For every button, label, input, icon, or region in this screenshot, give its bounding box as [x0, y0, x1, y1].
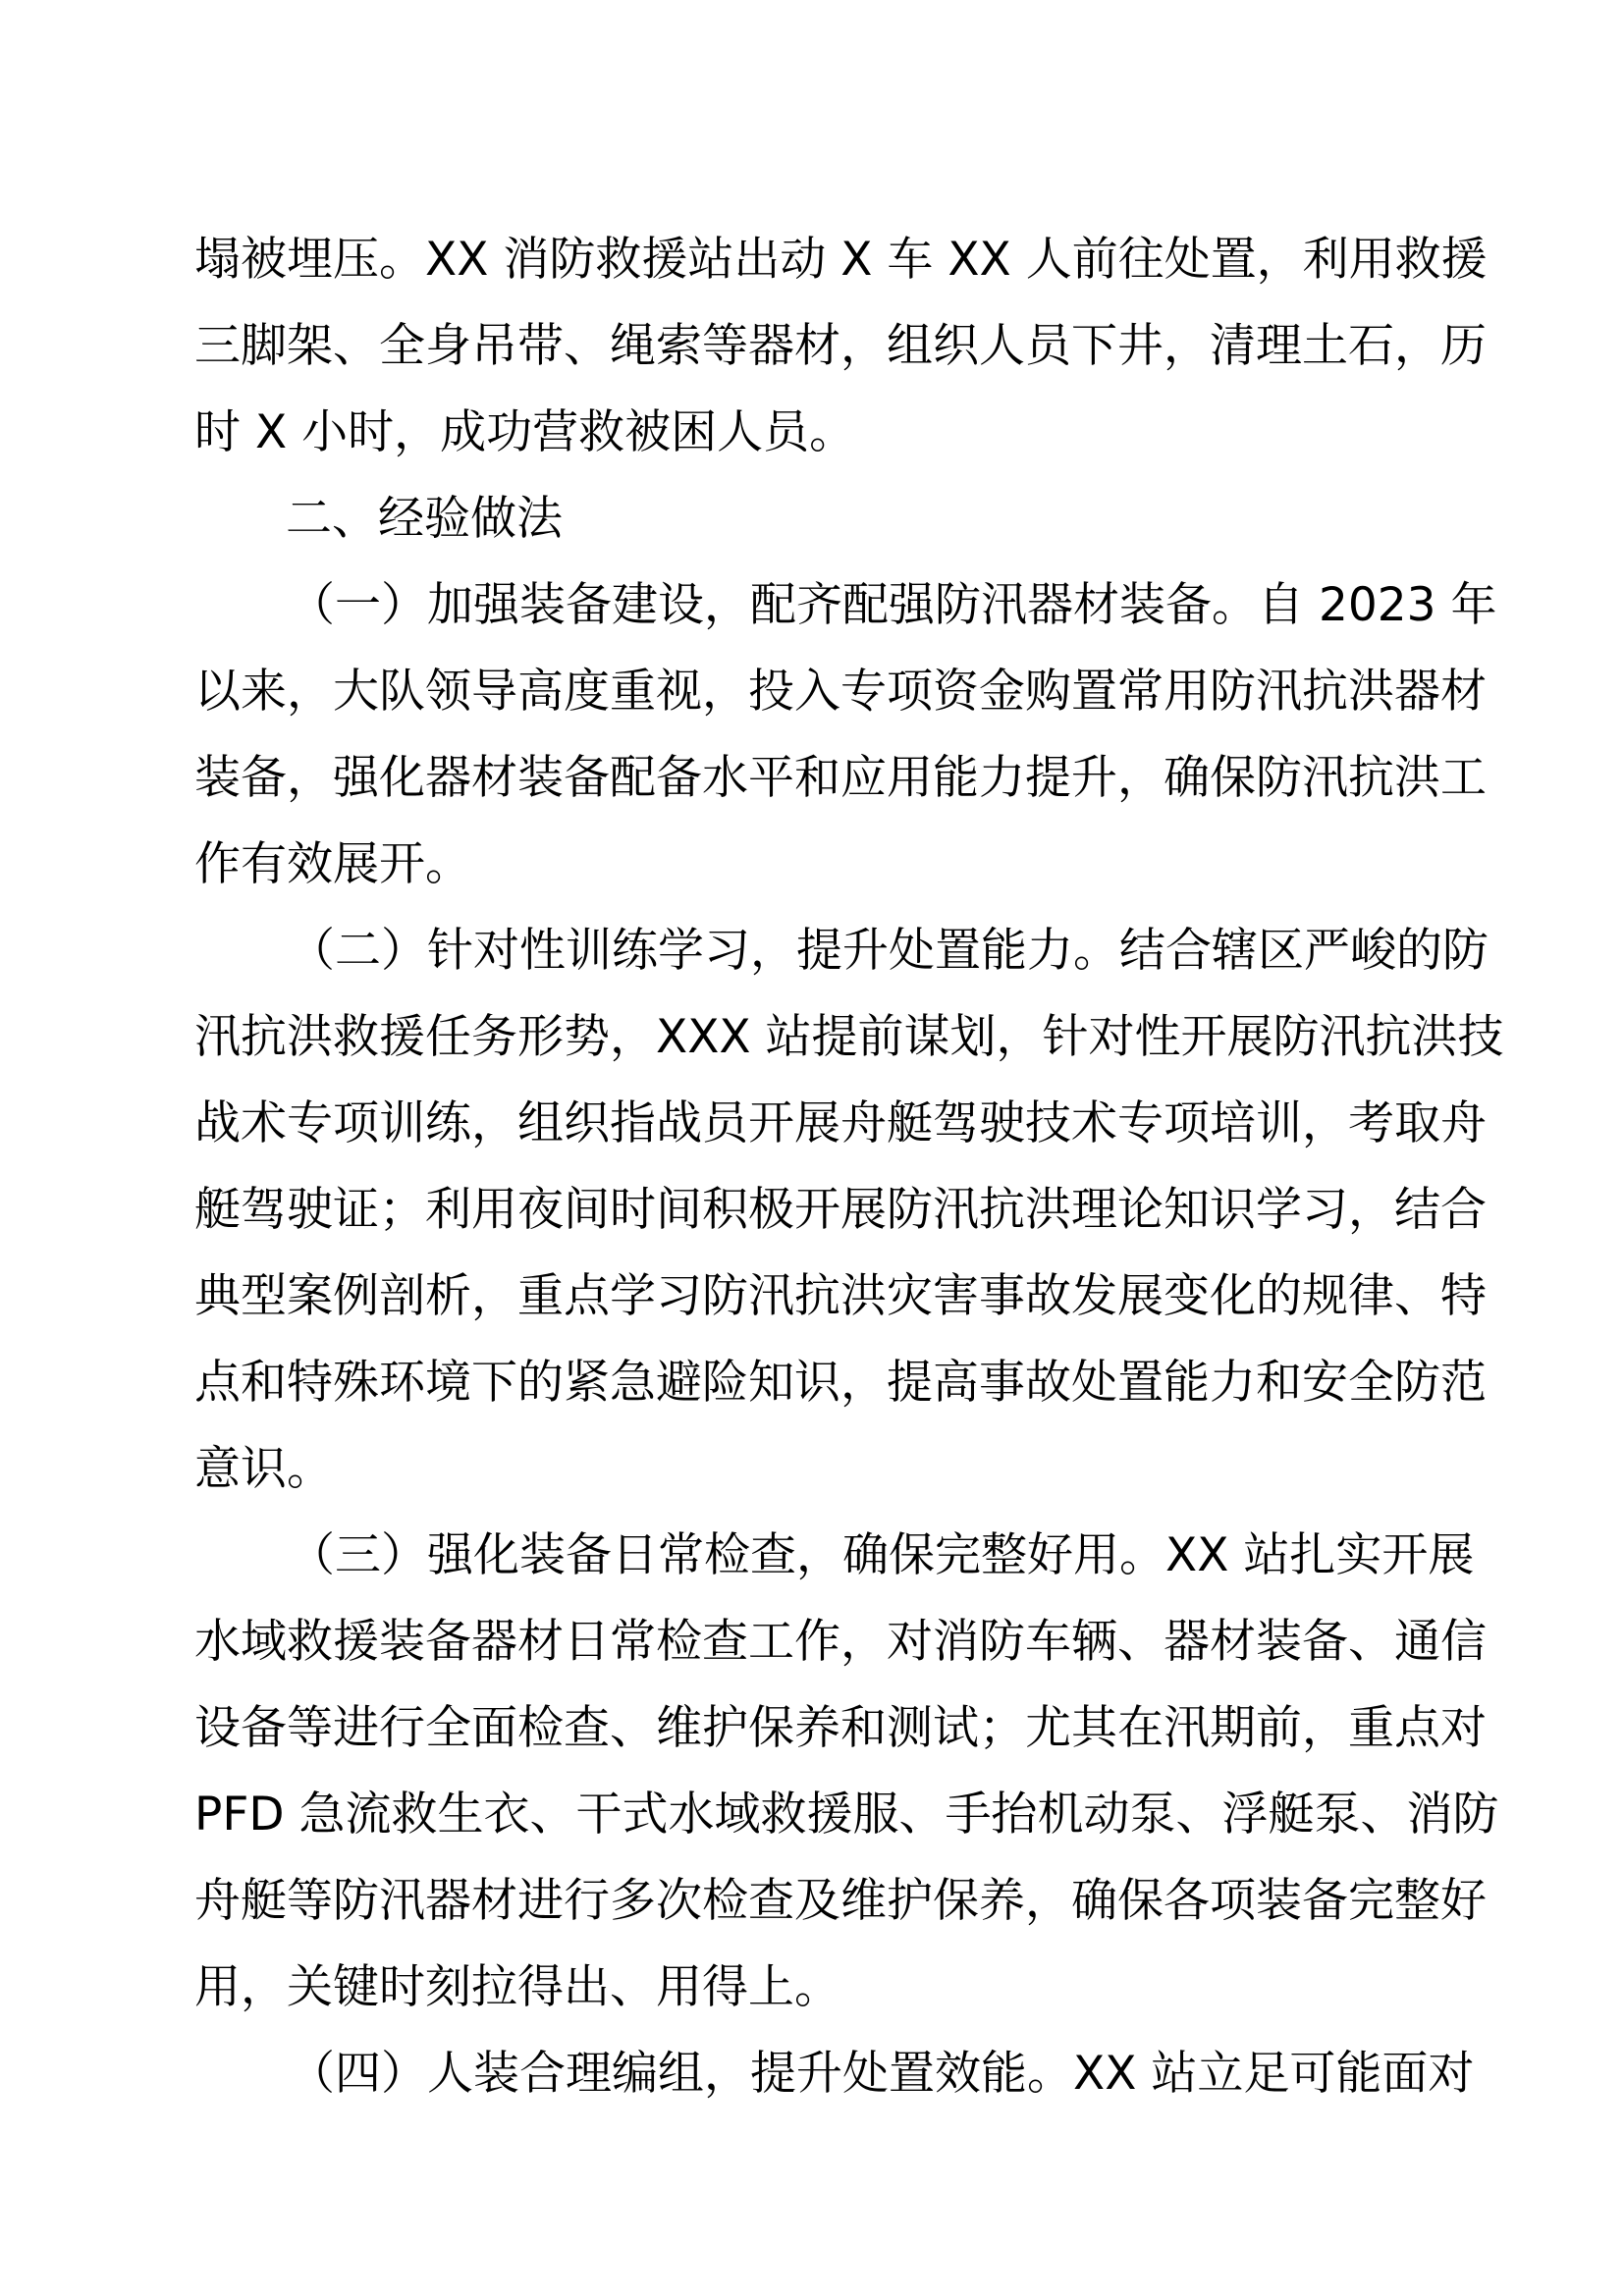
text-line: 三脚架、全身吊带、绳索等器材，组织人员下井，清理土石，历	[194, 319, 1487, 373]
text-line: 作有效展开。	[194, 837, 471, 891]
paragraph-first-line: （一）加强装备建设，配齐配强防汛器材装备。自 2023 年	[289, 578, 1497, 632]
paragraph-first-line: （二）针对性训练学习，提升处置能力。结合辖区严峻的防	[289, 924, 1489, 978]
paragraph-first-line: （四）人装合理编组，提升处置效能。XX 站立足可能面对	[289, 2047, 1475, 2101]
text-line: 水域救援装备器材日常检查工作，对消防车辆、器材装备、通信	[194, 1615, 1487, 1669]
text-line: 战术专项训练，组织指战员开展舟艇驾驶技术专项培训，考取舟	[194, 1096, 1487, 1150]
text-line: 塌被埋压。XX 消防救援站出动 X 车 XX 人前往处置，利用救援	[194, 233, 1488, 287]
section-heading: 二、经验做法	[286, 492, 563, 546]
text-line: 典型案例剖析，重点学习防汛抗洪灾害事故发展变化的规律、特	[194, 1269, 1487, 1323]
text-line: 点和特殊环境下的紧急避险知识，提高事故处置能力和安全防范	[194, 1356, 1487, 1410]
text-line: 以来，大队领导高度重视，投入专项资金购置常用防汛抗洪器材	[194, 665, 1487, 719]
text-line: 时 X 小时，成功营救被困人员。	[194, 405, 856, 459]
text-line: 装备，强化器材装备配备水平和应用能力提升，确保防汛抗洪工	[194, 751, 1487, 805]
text-line: 用，关键时刻拉得出、用得上。	[194, 1960, 840, 2014]
text-line: 艇驾驶证；利用夜间时间积极开展防汛抗洪理论知识学习，结合	[194, 1183, 1487, 1237]
text-line: PFD 急流救生衣、干式水域救援服、手抬机动泵、浮艇泵、消防	[194, 1788, 1499, 1842]
text-line: 汛抗洪救援任务形势，XXX 站提前谋划，针对性开展防汛抗洪技	[194, 1010, 1504, 1064]
text-line: 设备等进行全面检查、维护保养和测试；尤其在汛期前，重点对	[194, 1701, 1487, 1755]
paragraph-first-line: （三）强化装备日常检查，确保完整好用。XX 站扎实开展	[289, 1528, 1475, 1582]
text-line: 舟艇等防汛器材进行多次检查及维护保养，确保各项装备完整好	[194, 1874, 1487, 1928]
text-line: 意识。	[194, 1442, 333, 1496]
